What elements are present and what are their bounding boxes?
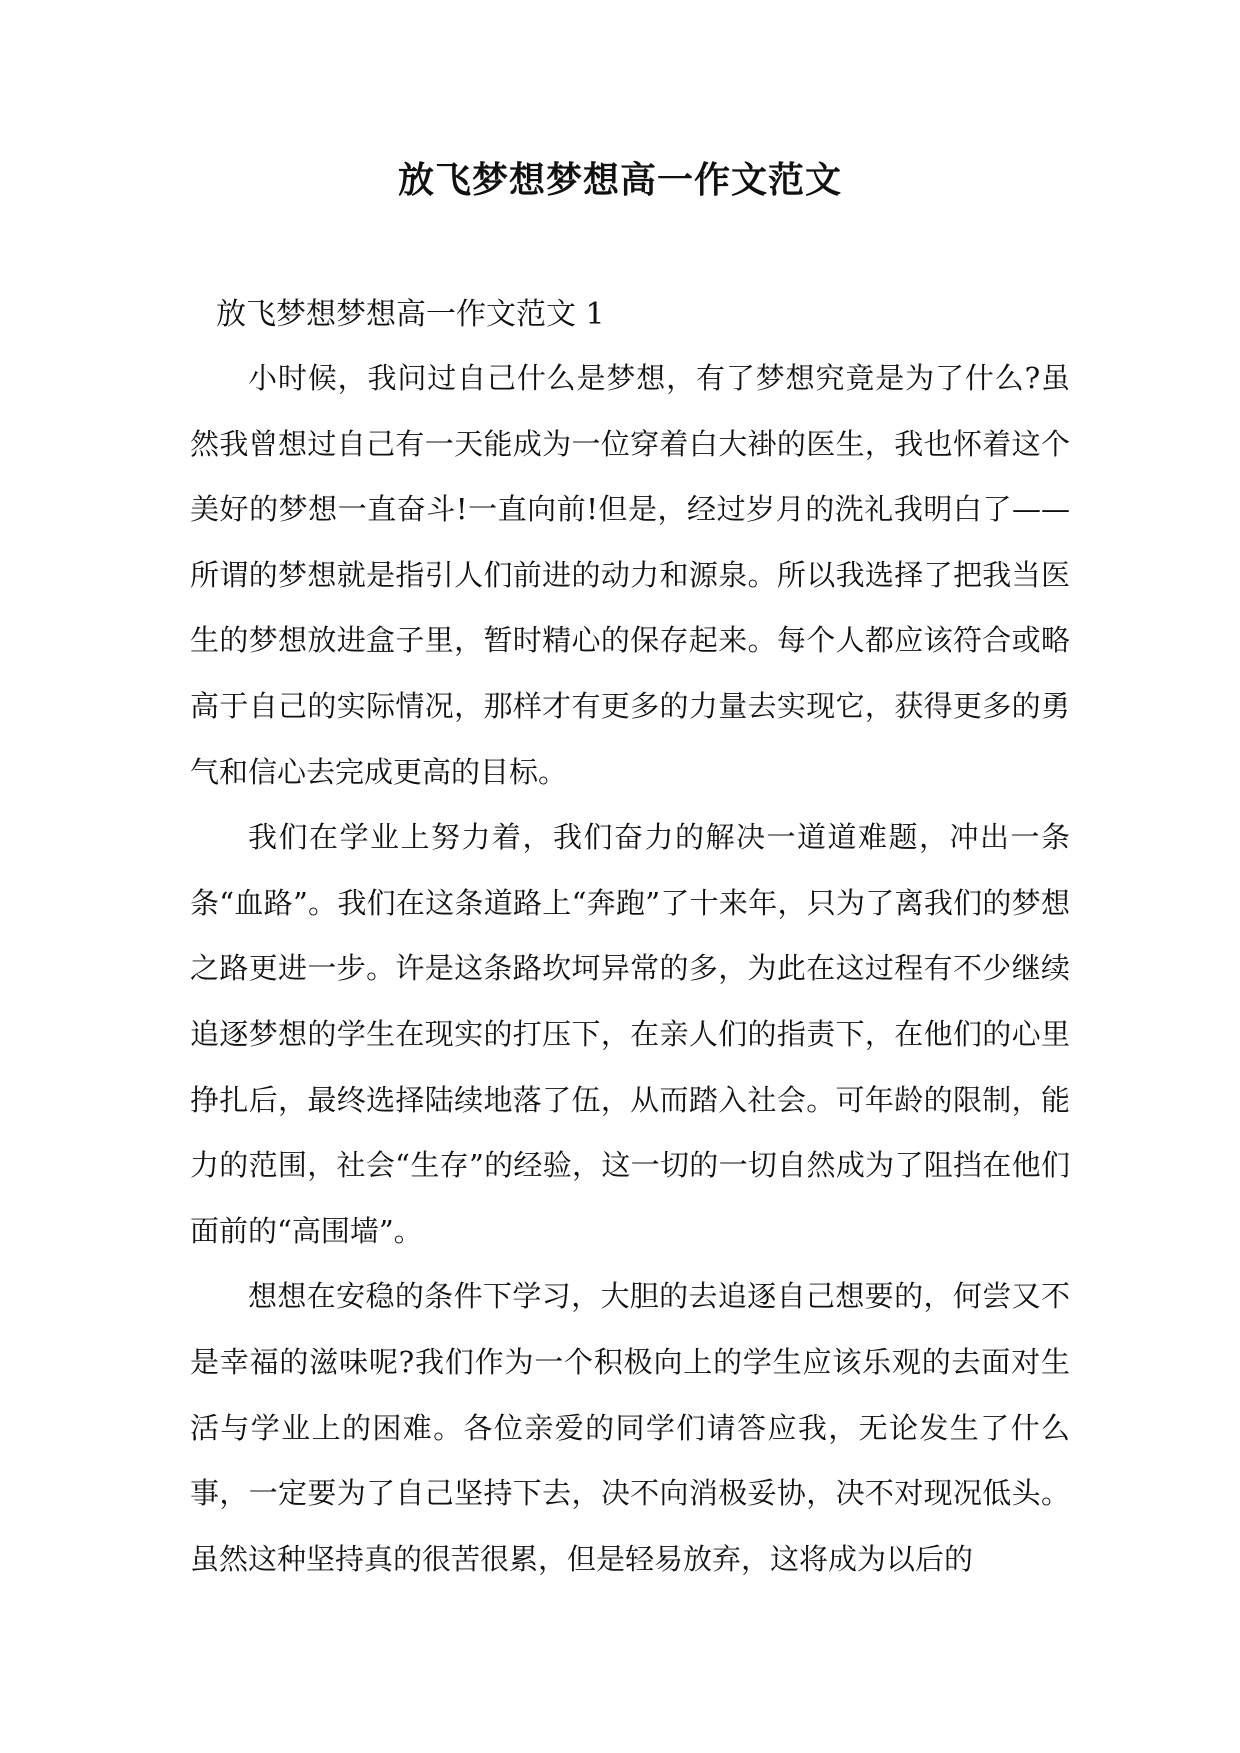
paragraph-3: 想想在安稳的条件下学习，大胆的去追逐自己想要的，何尝又不是幸福的滋味呢?我们作为一个积极向上的学生应该乐观的去面对生活与学业上的困难。各位亲爱的同学们请答应我，无论发生了什么事，一定要为了自己坚持下去，决不向消极妥协，决不对现况低头。虽然这种坚持真的很苦很累，但是轻易放弃，这将成为以后的	[190, 1279, 1070, 1576]
essay-body	[190, 346, 1070, 1592]
document-title: 放飞梦想梦想高一作文范文	[397, 159, 842, 201]
section-heading: 放飞梦想梦想高一作文范文 1	[216, 297, 605, 332]
paragraph-2: 我们在学业上努力着，我们奋力的解决一道道难题，冲出一条条“血路”。我们在这条道路上“奔跑”了十来年，只为了离我们的梦想之路更进一步。许是这条路坎坷异常的多，为此在这过程有不少继续追逐梦想的学生在现实的打压下，在亲人们的指责下，在他们的心里挣扎后，最终选择陆续地落了伍，从而踏入社会。可年龄的限制，能力的范围，社会“生存”的经验，这一切的一切自然成为了阻挡在他们面前的“高围墙”。	[190, 820, 1070, 1248]
paragraph-1: 小时候，我问过自己什么是梦想，有了梦想究竟是为了什么?虽然我曾想过自己有一天能成为一位穿着白大褂的医生，我也怀着这个美好的梦想一直奋斗!一直向前!但是，经过岁月的洗礼我明白了——所谓的梦想就是指引人们前进的动力和源泉。所以我选择了把我当医生的梦想放进盒子里，暂时精心的保存起来。每个人都应该符合或略高于自己的实际情况，那样才有更多的力量去实现它，获得更多的勇气和信心去完成更高的目标。	[190, 361, 1070, 789]
